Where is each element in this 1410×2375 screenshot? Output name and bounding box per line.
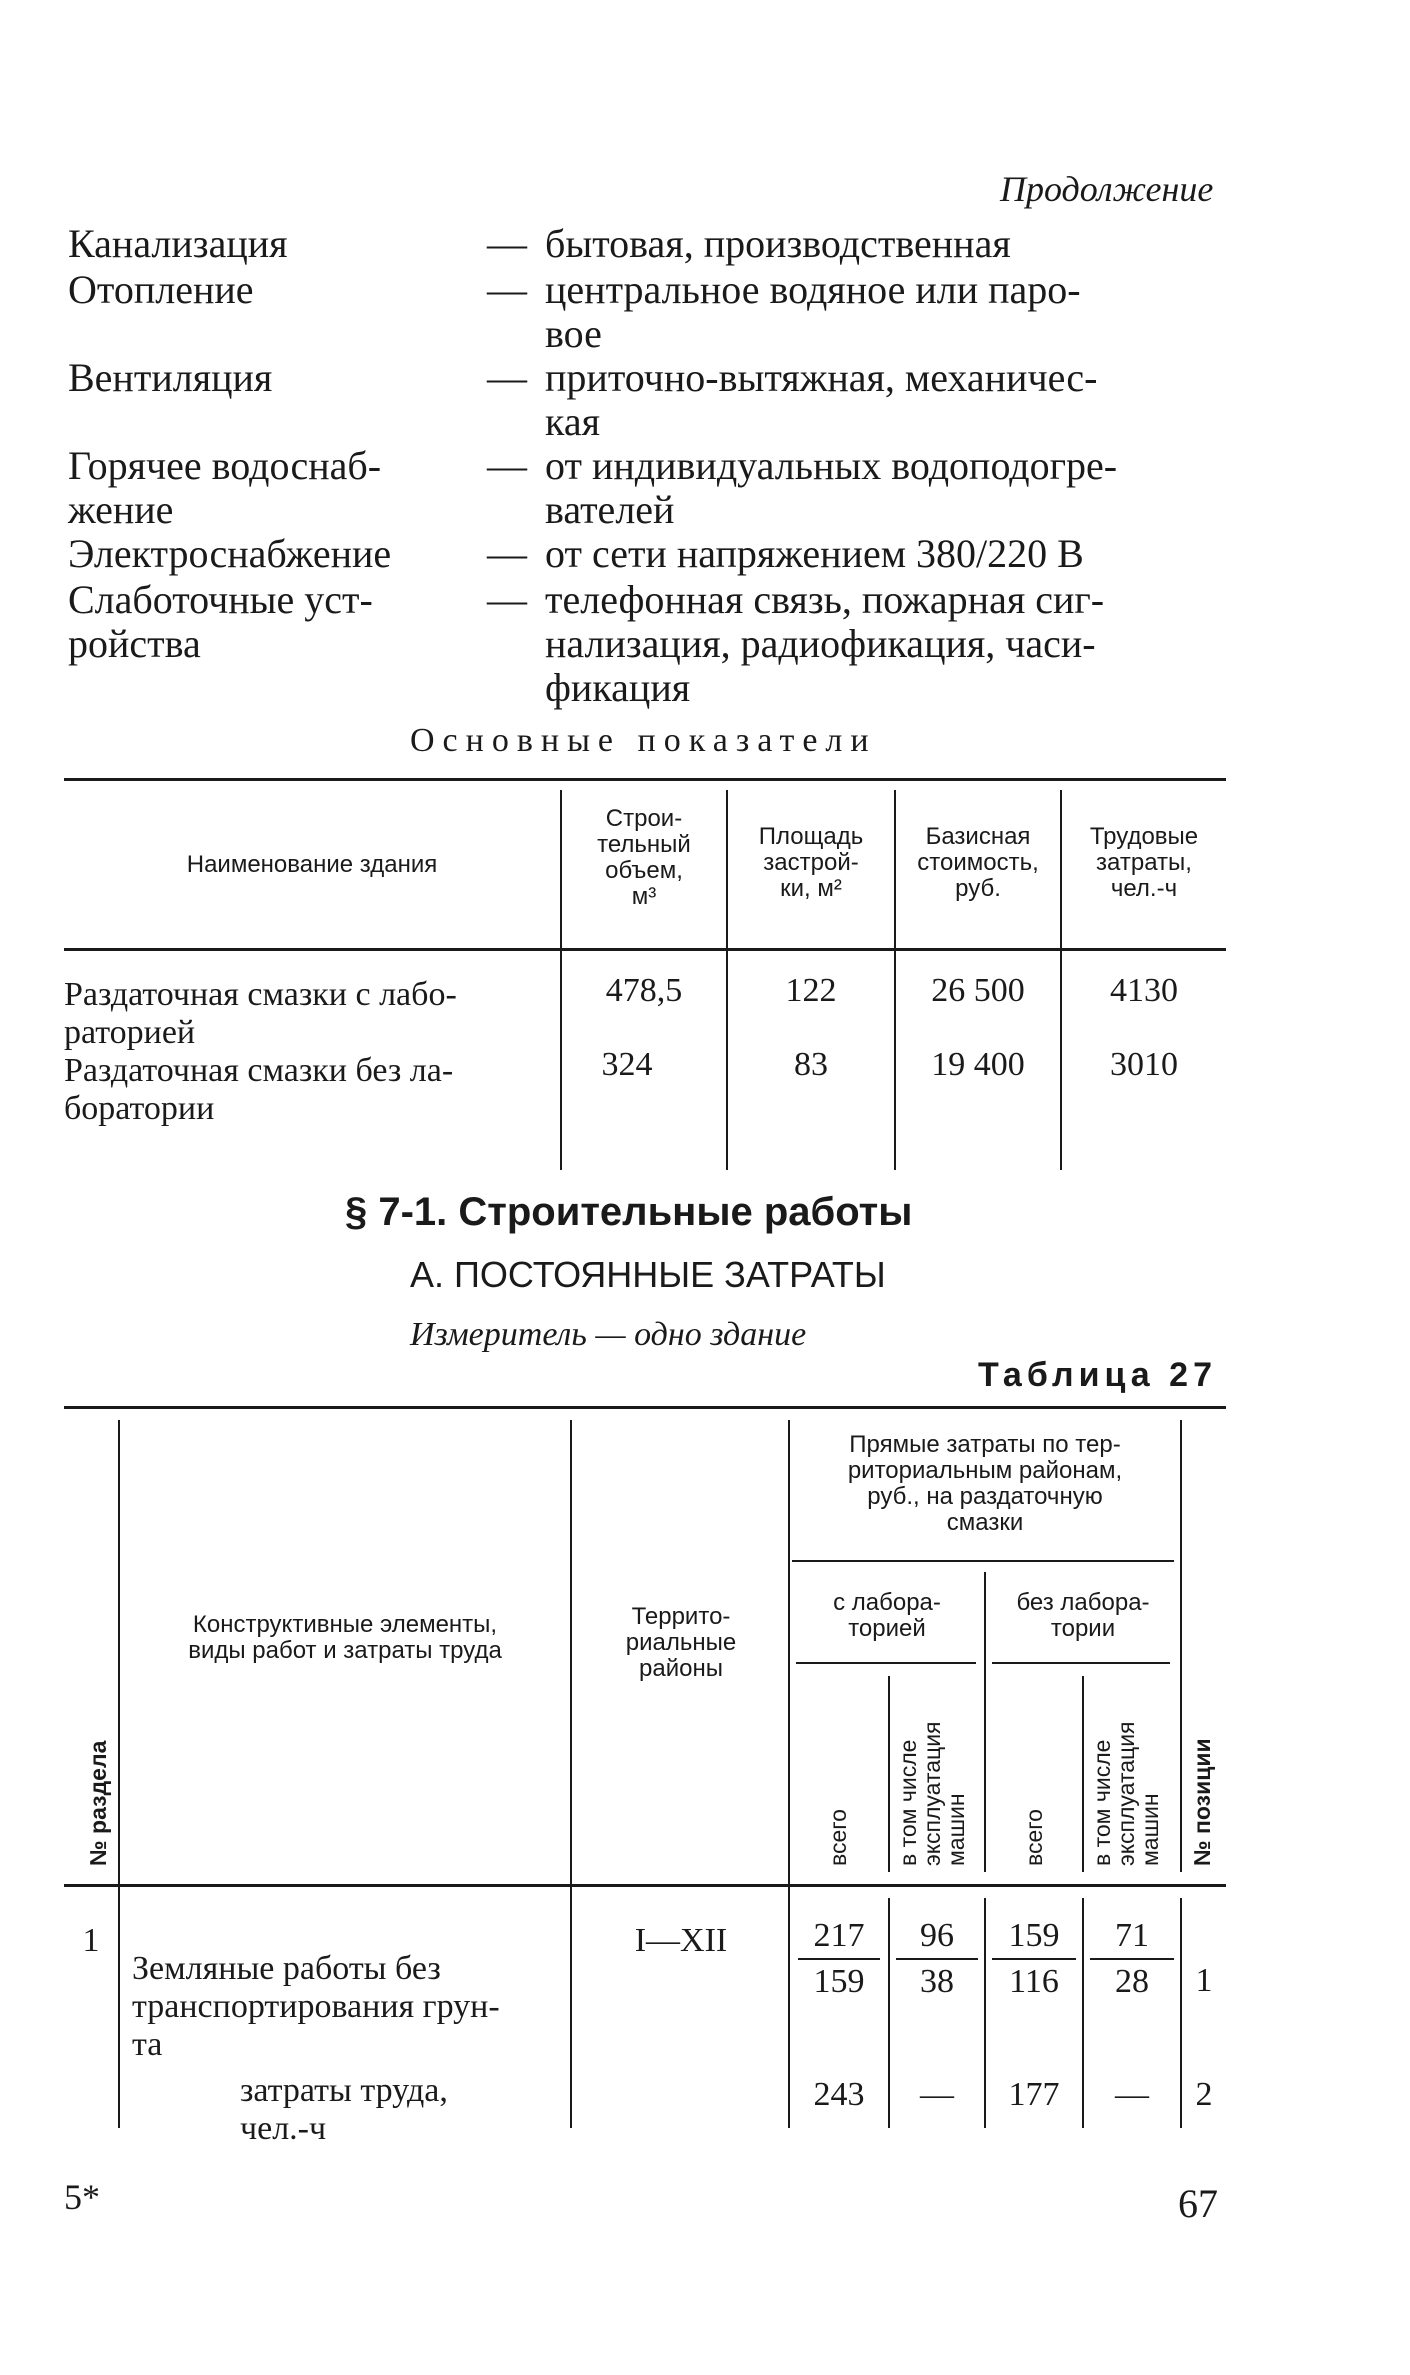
header-elements-line: Конструктивные элементы, [192,1611,498,1638]
frac-top: 159 [1008,1917,1060,1954]
cell-without-total [986,1916,1082,2002]
cell-labor: 4130 [1110,972,1178,1009]
cell-with-total [792,1916,886,2002]
dash: — [487,443,527,488]
value-hot-water-line2: вателей [545,487,675,532]
rule [64,778,1226,781]
row-element-line: затраты труда, [240,2072,448,2109]
header-cost [896,824,1060,902]
table-row [64,976,544,1052]
label-power: Электроснабжение [68,531,392,576]
frac-bar [896,1958,978,1960]
rule [992,1662,1170,1664]
table-row [132,1950,558,2064]
header-regions-line: Террито- [631,1603,731,1630]
frac-top: 71 [1115,1917,1149,1954]
cell-with-total: 243 [813,2076,865,2113]
frac-top: 96 [920,1917,954,1954]
header-position-no: № позиции [1189,1738,1215,1866]
rule [1180,1420,1182,1872]
frac-bottom: 116 [1009,1963,1059,2000]
header-incl-machines [1090,1721,1162,1866]
dash: — [487,221,527,266]
table-row [64,1052,544,1128]
row-name-line: раторией [64,1014,196,1051]
cell-cost: 26 500 [931,972,1025,1009]
header-volume-line: объем, [605,857,683,884]
header-section-no: № раздела [85,1740,111,1866]
header-direct-costs-line: руб., на раздаточную [867,1483,1103,1510]
cell-volume: 324 [601,1046,653,1083]
cell-with-machines [890,1916,984,2002]
header-incl-machines-line: в том числе [1089,1739,1115,1866]
cell-cost: 19 400 [931,1046,1025,1083]
value-heating-line1: центральное водяное или паро- [545,267,1081,312]
continuation-label: Продолжение [1000,169,1214,209]
header-labor-line: Трудовые [1089,823,1199,850]
header-volume-line: тельный [597,831,691,858]
cell-position: 1 [1195,1962,1213,1999]
cell-section: 1 [82,1922,100,1959]
frac-bottom: 38 [920,1963,954,2000]
cell-without-total: 177 [1008,2076,1060,2113]
header-total: всего [825,1809,851,1866]
header-incl-machines-line: эксплуатация [1113,1721,1139,1866]
cell-regions: I—XII [634,1922,728,1959]
cell-with-machines: — [920,2076,954,2113]
label-heating: Отопление [68,267,254,312]
row-name-line: боратории [64,1090,215,1127]
frac-bar [992,1958,1076,1960]
header-labor-line: затраты, [1096,849,1192,876]
header-direct-costs [800,1432,1170,1536]
label-low-current-line2: ройства [68,621,201,666]
value-low-current-line1: телефонная связь, пожарная сиг- [545,577,1105,622]
rule [1082,1676,1084,1872]
dash: — [487,577,527,622]
section-title: § 7-1. Строительные работы [345,1190,913,1234]
cell-without-machines: — [1115,2076,1149,2113]
header-incl-machines-line: машин [1137,1793,1163,1866]
value-sewerage: бытовая, производственная [545,221,1011,266]
section-subtitle: А. ПОСТОЯННЫЕ ЗАТРАТЫ [410,1254,886,1295]
cell-area: 83 [794,1046,828,1083]
header-direct-costs-line: смазки [946,1509,1024,1536]
dash: — [487,531,527,576]
row-name-line: Раздаточная смазки с лабо- [64,976,457,1013]
frac-bottom: 28 [1115,1963,1149,2000]
rule [64,1884,1226,1887]
header-cost-line: Базисная [925,823,1031,850]
frac-bar [798,1958,880,1960]
header-area [728,824,894,902]
header-volume [562,806,726,910]
header-labor-line: чел.-ч [1110,875,1178,902]
header-volume-line: Строи- [605,805,683,832]
header-cost-line: руб. [955,875,1001,902]
label-hot-water-line2: жение [68,487,174,532]
value-hot-water-line1: от индивидуальных водоподогре- [545,443,1118,488]
value-ventilation-line1: приточно-вытяжная, механичес- [545,355,1098,400]
row-name-line: Раздаточная смазки без ла- [64,1052,454,1089]
header-labor [1062,824,1226,902]
header-without-lab-line: без лабора- [1016,1589,1150,1616]
rule [984,1572,986,1872]
rule [64,948,1226,951]
header-regions-line: риальные [625,1629,737,1656]
row-element-line: транспортирования грун- [132,1988,500,2025]
signature-mark: 5* [64,2177,100,2217]
header-total: всего [1021,1809,1047,1866]
header-without-lab [988,1590,1178,1642]
label-sewerage: Канализация [68,221,288,266]
header-incl-machines-line: эксплуатация [919,1721,945,1866]
cell-area: 122 [785,972,837,1009]
header-elements-line: виды работ и затраты труда [188,1637,502,1664]
header-with-lab-line: с лабора- [833,1589,941,1616]
cell-without-machines [1084,1916,1180,2002]
label-low-current-line1: Слаботочные уст- [68,577,373,622]
rule [796,1662,976,1664]
header-direct-costs-line: Прямые затраты по тер- [849,1431,1121,1458]
header-direct-costs-line: риториальным районам, [847,1457,1123,1484]
header-elements [130,1612,560,1664]
frac-top: 217 [813,1917,865,1954]
row-element-line: Земляные работы без [132,1950,441,1987]
row-element-line: чел.-ч [240,2110,327,2147]
label-ventilation: Вентиляция [68,355,273,400]
header-with-lab [792,1590,982,1642]
header-with-lab-line: торией [848,1615,926,1642]
value-low-current-line3: фикация [545,665,691,710]
value-low-current-line2: нализация, радиофикация, часи- [545,621,1096,666]
header-building-name: Наименование здания [186,851,438,878]
value-power: от сети напряжением 380/220 В [545,531,1084,576]
measure-note: Измеритель — одно здание [410,1316,807,1353]
header-regions [574,1604,788,1682]
row-element-line: та [132,2026,163,2063]
rule [788,1420,790,2128]
frac-bottom: 159 [813,1963,865,2000]
header-regions-line: районы [639,1655,723,1682]
rule [792,1560,1174,1562]
header-area-line: Площадь [758,823,864,850]
page-number: 67 [1178,2181,1218,2226]
cell-volume: 478,5 [605,972,683,1009]
rule [888,1676,890,1872]
header-incl-machines-line: в том числе [895,1739,921,1866]
rule [64,1406,1226,1409]
header-area-line: ки, м² [780,875,842,902]
header-cost-line: стоимость, [917,849,1039,876]
label-hot-water-line1: Горячее водоснаб- [68,443,382,488]
dash: — [487,355,527,400]
value-ventilation-line2: кая [545,399,600,444]
rule [570,1420,572,2128]
header-incl-machines-line: машин [943,1793,969,1866]
header-without-lab-line: тории [1050,1615,1116,1642]
frac-bar [1090,1958,1174,1960]
header-volume-line: м³ [631,883,657,910]
table-row [240,2072,558,2148]
table-label: Таблица 27 [978,1356,1217,1394]
indicators-title: Основные показатели [410,722,877,759]
cell-position: 2 [1195,2076,1213,2113]
rule [118,1420,120,2128]
header-incl-machines [896,1721,968,1866]
header-area-line: застрой- [763,849,859,876]
value-heating-line2: вое [545,311,602,356]
dash: — [487,267,527,312]
cell-labor: 3010 [1110,1046,1178,1083]
